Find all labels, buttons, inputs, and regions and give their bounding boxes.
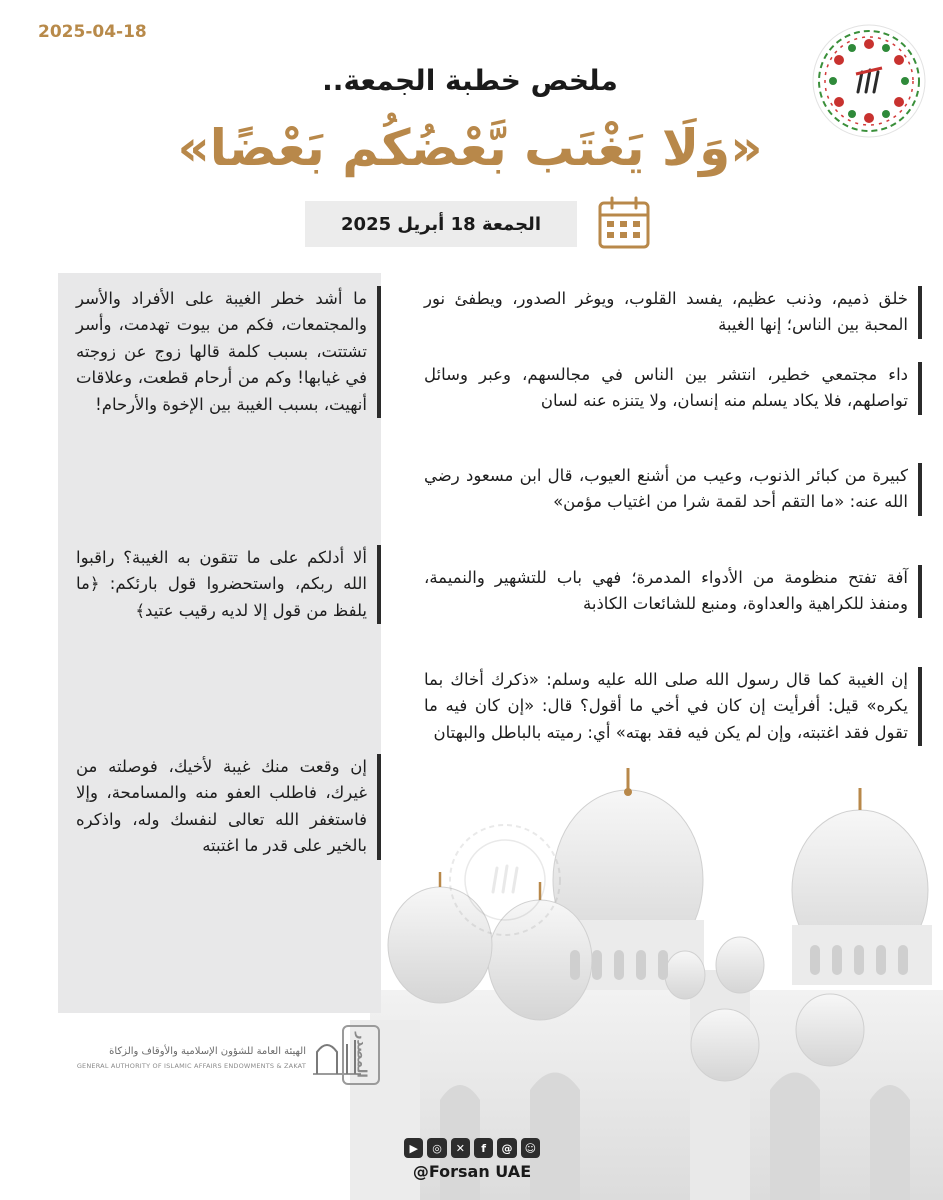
authority-name-en: GENERAL AUTHORITY OF ISLAMIC AFFAIRS ENDOWMENTS & ZAKAT <box>76 1062 306 1070</box>
x-icon[interactable]: ✕ <box>451 1138 470 1158</box>
facebook-icon[interactable]: f <box>474 1138 493 1158</box>
sermon-date-text: الجمعة 18 أبريل 2025 <box>341 213 541 235</box>
instagram-icon[interactable]: ◎ <box>427 1138 446 1158</box>
left-paragraph-1: ما أشد خطر الغيبة على الأفراد والأسر والمجتمعات، فكم من بيوت تهدمت، وأسر تشتتت، بسبب كلمة قالها زوج عن زوجته في غيابها! وكم من أرحام قطعت، وعلاقات أنهيت، بسبب الغيبة بين الإخوة والأرحام! <box>76 286 381 418</box>
calendar-icon <box>594 193 654 253</box>
mosque-illustration <box>330 760 943 1200</box>
source-label: المصدر <box>342 1025 380 1085</box>
social-icons <box>404 1138 540 1160</box>
threads-icon[interactable]: @ <box>497 1138 516 1158</box>
right-paragraph-1: خلق ذميم، وذنب عظيم، يفسد القلوب، ويوغر الصدور، ويطفئ نور المحبة بين الناس؛ إنها الغيبة <box>424 286 922 339</box>
page-title: ملخص خطبة الجمعة.. <box>322 64 618 97</box>
forsan-logo-icon <box>810 22 928 140</box>
right-paragraph-5: إن الغيبة كما قال رسول الله صلى الله عليه وسلم: «ذكرك أخاك بما يكره» قيل: أفرأيت إن كان في أخي ما أقول؟ قال: «إن كان فيه ما تقول فقد اغتبته، وإن لم يكن فيه فقد بهته» أي: رميته بالباطل والبهتان <box>424 667 922 746</box>
right-paragraph-3: كبيرة من كبائر الذنوب، وعيب من أشنع العيوب، قال ابن مسعود رضي الله عنه: «ما التقم أحد لقمة شرا من اغتياب مؤمن» <box>424 463 922 516</box>
left-paragraph-3: إن وقعت منك غيبة لأخيك، فوصلته من غيرك، فاطلب العفو منه والمسامحة، وإلا فاستغفر الله تعالى لنفسك وله، واذكره بالخير على قدر ما اغتبته <box>76 754 381 860</box>
right-paragraph-4: آفة تفتح منظومة من الأدواء المدمرة؛ فهي باب للتشهير والنميمة، ومنفذ للكراهية والعداوة، ومنبع للشائعات الكاذبة <box>424 565 922 618</box>
account-handle[interactable]: @Forsan UAE <box>412 1162 532 1181</box>
snapchat-icon[interactable]: ☺ <box>521 1138 540 1158</box>
forsan-logo <box>810 22 928 140</box>
verse-heading: «وَلَا يَغْتَب بَّعْضُكُم بَعْضًا» <box>177 119 763 177</box>
watermark-logo <box>445 820 565 940</box>
left-paragraph-2: ألا أدلكم على ما تتقون به الغيبة؟ راقبوا الله ربكم، واستحضروا قول بارئكم: ﴿ما يلفظ من قول إلا لديه رقيب عتيد﴾ <box>76 545 381 624</box>
youtube-icon[interactable]: ▶ <box>404 1138 423 1158</box>
authority-name-ar: الهيئة العامة للشؤون الإسلامية والأوقاف والزكاة <box>109 1046 306 1057</box>
date-stamp: 2025-04-18 <box>38 22 147 42</box>
right-paragraph-2: داء مجتمعي خطير، انتشر بين الناس في مجالسهم، وعبر وسائل تواصلهم، فلا يكاد يسلم منه إنسان، ولا يتنزه عنه لسان <box>424 362 922 415</box>
sermon-date-badge <box>305 201 577 247</box>
